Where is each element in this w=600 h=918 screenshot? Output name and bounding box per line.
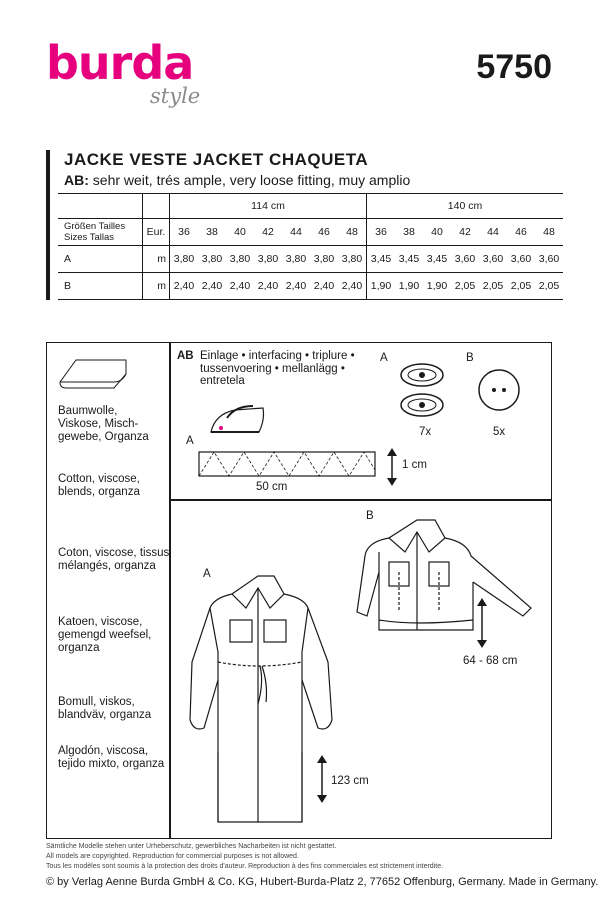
strip-height: 1 cm: [402, 459, 427, 471]
size-cell: 48: [535, 219, 563, 246]
yardage-cell: 3,45: [395, 246, 423, 273]
footer-line-en: All models are copyrighted. Reproduction for commercial purposes is not allowed.: [46, 853, 299, 860]
size-cell: 42: [254, 219, 282, 246]
snaps-view-label: A: [380, 352, 388, 364]
yardage-cell: 2,40: [254, 273, 282, 300]
pattern-number: 5750: [476, 48, 552, 86]
fabric-es: Algodón, viscosa, tejido mixto, organza: [58, 745, 165, 770]
size-cell: 48: [338, 219, 367, 246]
arrow-vertical-icon: [475, 598, 489, 648]
fabric-swatch-icon: [56, 352, 136, 392]
interfacing-strip: [198, 450, 384, 480]
width-group-114: 114 cm: [170, 194, 367, 219]
size-header-row: [58, 219, 563, 246]
arrow-vertical-icon: [385, 448, 399, 486]
garment-view-a: [188, 572, 358, 832]
yardage-cell: 3,80: [226, 246, 254, 273]
interfacing-view-label: AB: [177, 350, 194, 362]
brand-sub: style: [150, 84, 201, 108]
size-cell: 40: [423, 219, 451, 246]
yardage-cell: 2,05: [535, 273, 563, 300]
size-cell: 42: [451, 219, 479, 246]
yardage-cell: 3,60: [535, 246, 563, 273]
yardage-cell: 3,45: [367, 246, 396, 273]
box-divider-h: [169, 499, 552, 501]
footer-line-fr: Tous les modèles sont soumis à la protection des droits d'auteur. Reproduction à des fins commerciales est strictement interdite.: [46, 863, 444, 870]
yardage-cell: 3,80: [254, 246, 282, 273]
table-row: [58, 246, 563, 273]
view-b-label: B: [366, 510, 374, 522]
yardage-cell: 3,45: [423, 246, 451, 273]
copyright: © by Verlag Aenne Burda GmbH & Co. KG, Hubert-Burda-Platz 2, 77652 Offenburg, Germany. Made in Germany.: [46, 876, 599, 888]
row-view-label: A: [58, 246, 143, 273]
size-cell: 38: [395, 219, 423, 246]
yardage-cell: 2,40: [170, 273, 199, 300]
yardage-cell: 1,90: [423, 273, 451, 300]
box-divider-v: [169, 342, 171, 839]
yardage-cell: 3,80: [338, 246, 367, 273]
size-cell: 44: [479, 219, 507, 246]
page-title: JACKE VESTE JACKET CHAQUETA: [64, 150, 369, 169]
subtitle-text: sehr weit, trés ample, very loose fitting, muy amplio: [92, 172, 411, 188]
size-cell: 36: [367, 219, 396, 246]
view-a-label: A: [203, 568, 211, 580]
size-cell: 46: [507, 219, 535, 246]
table-row: [58, 273, 563, 300]
snap-fastener-icon: [398, 362, 448, 418]
fabric-de: Baumwolle, Viskose, Misch- gewebe, Organza: [58, 405, 149, 443]
yardage-cell: 1,90: [395, 273, 423, 300]
yardage-cell: 2,05: [451, 273, 479, 300]
yardage-cell: 3,80: [198, 246, 226, 273]
iron-icon: [205, 400, 271, 440]
size-cell: 46: [310, 219, 338, 246]
yardage-cell: 3,80: [282, 246, 310, 273]
garment-view-b: [355, 512, 535, 642]
footer-line-de: Sämtliche Modelle stehen unter Urheberschutz, gewerbliches Nacharbeiten ist nicht gestattet.: [46, 843, 337, 850]
fabric-sv: Bomull, viskos, blandväv, organza: [58, 696, 152, 721]
yardage-cell: 2,40: [338, 273, 367, 300]
yardage-cell: 2,05: [479, 273, 507, 300]
yardage-cell: 2,40: [310, 273, 338, 300]
size-cell: 36: [170, 219, 199, 246]
yardage-cell: 3,80: [310, 246, 338, 273]
fabric-fr: Coton, viscose, tissus mélangés, organza: [58, 547, 170, 572]
button-icon: [477, 368, 521, 412]
yardage-cell: 3,80: [170, 246, 199, 273]
subtitle-label: AB:: [64, 172, 89, 188]
brand-logo: burda: [46, 36, 194, 90]
buttons-count: 5x: [493, 426, 506, 438]
size-cell: 44: [282, 219, 310, 246]
fabric-nl: Katoen, viscose, gemengd weefsel, organza: [58, 616, 152, 654]
yardage-cell: 2,40: [226, 273, 254, 300]
fabric-en: Cotton, viscose, blends, organza: [58, 473, 140, 498]
size-cell: 40: [226, 219, 254, 246]
size-table: [58, 193, 563, 300]
yardage-cell: 3,60: [479, 246, 507, 273]
snaps-count: 7x: [419, 426, 432, 438]
title-bar: [46, 150, 50, 300]
interfacing-text: Einlage • interfacing • triplure • tussenvoering • mellanlägg • entretela: [200, 350, 355, 387]
yardage-cell: 2,40: [198, 273, 226, 300]
unit-header: Eur.: [143, 219, 170, 246]
yardage-cell: 2,05: [507, 273, 535, 300]
strip-view-label: A: [186, 435, 194, 447]
width-group-140: 140 cm: [367, 194, 564, 219]
size-header-label: Größen Tailles Sizes Tallas: [58, 219, 143, 246]
size-cell: 38: [198, 219, 226, 246]
yardage-cell: 2,40: [282, 273, 310, 300]
row-unit: m: [143, 246, 170, 273]
arrow-vertical-icon: [315, 755, 329, 803]
yardage-cell: 1,90: [367, 273, 396, 300]
yardage-cell: 3,60: [507, 246, 535, 273]
buttons-view-label: B: [466, 352, 474, 364]
row-unit: m: [143, 273, 170, 300]
view-a-length: 123 cm: [331, 775, 369, 787]
strip-width: 50 cm: [256, 481, 288, 493]
yardage-cell: 3,60: [451, 246, 479, 273]
view-b-length: 64 - 68 cm: [463, 655, 518, 667]
subtitle: [64, 172, 410, 188]
row-view-label: B: [58, 273, 143, 300]
